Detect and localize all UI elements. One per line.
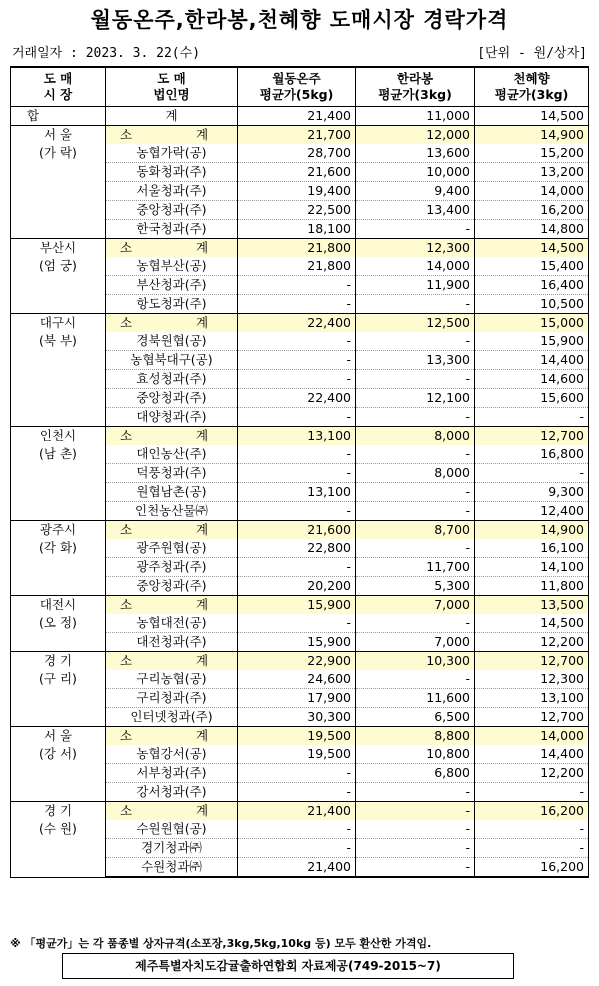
page-title: 월동온주,한라봉,천혜향 도매시장 경락가격 (90, 8, 509, 32)
corp-name: 광주원협(공) (106, 539, 238, 558)
market-cell (11, 239, 106, 314)
total-row (11, 107, 589, 126)
corp-name: 한국청과(주) (106, 220, 238, 239)
price-col2: - (356, 483, 475, 502)
corp-name: 소 계 (106, 596, 238, 615)
price-col2: - (356, 783, 475, 802)
price-col3: 12,700 (475, 427, 589, 446)
market-location: (수 원) (39, 821, 77, 836)
price-col3: 14,900 (475, 126, 589, 145)
market-location: (가 락) (39, 145, 77, 160)
table-row (11, 596, 589, 615)
unit-label: [단위 - 원/상자] (477, 46, 587, 61)
price-col1: - (238, 351, 356, 370)
corp-name: 소 계 (106, 802, 238, 821)
price-col1: 21,600 (238, 163, 356, 182)
price-col1: 24,600 (238, 670, 356, 689)
header-market: 도 매 시 장 (11, 67, 106, 107)
price-col3: 12,700 (475, 708, 589, 727)
price-col2: - (356, 820, 475, 839)
market-name: 대구시 (39, 315, 77, 330)
market-cell (11, 802, 106, 878)
corp-name: 대전청과(주) (106, 633, 238, 652)
price-col3: 14,400 (475, 745, 589, 764)
price-col3: 15,200 (475, 144, 589, 163)
price-col2: 13,600 (356, 144, 475, 163)
corp-name: 농협부산(공) (106, 257, 238, 276)
corp-name: 농협강서(공) (106, 745, 238, 764)
corp-name: 서부청과(주) (106, 764, 238, 783)
corp-name: 구리청과(주) (106, 689, 238, 708)
price-col1: - (238, 839, 356, 858)
price-col1: - (238, 558, 356, 577)
price-col3: 13,500 (475, 596, 589, 615)
price-col3: - (475, 820, 589, 839)
price-col2: 8,000 (356, 464, 475, 483)
price-col3: 14,400 (475, 351, 589, 370)
price-col1: 21,400 (238, 802, 356, 821)
price-col3: 10,500 (475, 295, 589, 314)
corp-name: 인천농산물㈜ (106, 502, 238, 521)
price-col3: 14,600 (475, 370, 589, 389)
market-cell (11, 126, 106, 239)
price-col3: 16,100 (475, 539, 589, 558)
price-col1: - (238, 614, 356, 633)
price-col2: 12,100 (356, 389, 475, 408)
corp-name: 경기청과㈜ (106, 839, 238, 858)
table-row (11, 727, 589, 746)
price-col2: 7,000 (356, 596, 475, 615)
corp-name: 소 계 (106, 126, 238, 145)
table-header (11, 67, 589, 107)
corp-name: 소 계 (106, 427, 238, 446)
total-col3: 14,500 (475, 107, 589, 126)
corp-name: 서울청과(주) (106, 182, 238, 201)
corp-name: 수원원협(공) (106, 820, 238, 839)
price-col2: - (356, 670, 475, 689)
price-col1: 18,100 (238, 220, 356, 239)
price-col2: 8,000 (356, 427, 475, 446)
price-col3: 14,100 (475, 558, 589, 577)
price-col2: - (356, 332, 475, 351)
price-col2: 13,400 (356, 201, 475, 220)
table-row (11, 802, 589, 821)
price-col2: 14,000 (356, 257, 475, 276)
source-box: 제주특별자치도감귤출하연합회 자료제공(749-2015~7) (62, 953, 514, 979)
market-name: 인천시 (39, 428, 77, 443)
price-col3: 15,900 (475, 332, 589, 351)
market-location: (각 화) (39, 540, 77, 555)
market-name: 서 울 (43, 127, 73, 142)
price-col3: 11,800 (475, 577, 589, 596)
price-col2: 8,700 (356, 521, 475, 540)
price-col1: - (238, 445, 356, 464)
price-col3: 15,400 (475, 257, 589, 276)
market-cell (11, 596, 106, 652)
market-name: 경 기 (43, 653, 73, 668)
price-col1: - (238, 332, 356, 351)
price-col3: 12,400 (475, 502, 589, 521)
market-name: 경 기 (43, 803, 73, 818)
market-name: 대전시 (39, 597, 77, 612)
price-col3: 14,900 (475, 521, 589, 540)
price-col2: 11,600 (356, 689, 475, 708)
total-label-b: 계 (106, 107, 238, 126)
price-col1: 13,100 (238, 483, 356, 502)
corp-name: 원협남촌(공) (106, 483, 238, 502)
price-col1: 21,700 (238, 126, 356, 145)
price-col2: 12,000 (356, 126, 475, 145)
price-col1: 21,600 (238, 521, 356, 540)
corp-name: 동화청과(주) (106, 163, 238, 182)
price-col2: - (356, 408, 475, 427)
price-col2: 6,800 (356, 764, 475, 783)
price-col3: 14,800 (475, 220, 589, 239)
total-label-a: 합 (11, 107, 106, 126)
price-col3: 16,200 (475, 201, 589, 220)
price-col2: 10,300 (356, 652, 475, 671)
price-col1: 19,500 (238, 745, 356, 764)
price-col3: 12,300 (475, 670, 589, 689)
price-col3: 16,400 (475, 276, 589, 295)
total-col1: 21,400 (238, 107, 356, 126)
price-col2: 13,300 (356, 351, 475, 370)
price-col3: 16,200 (475, 858, 589, 878)
corp-name: 인터넷청과(주) (106, 708, 238, 727)
header-col2: 한라봉 평균가(3kg) (356, 67, 475, 107)
price-col1: 22,900 (238, 652, 356, 671)
header-col3: 천혜향 평균가(3kg) (475, 67, 589, 107)
price-col3: 12,700 (475, 652, 589, 671)
price-col3: - (475, 408, 589, 427)
price-col3: 14,500 (475, 239, 589, 258)
corp-name: 농협대전(공) (106, 614, 238, 633)
price-col1: 21,400 (238, 858, 356, 878)
table-row (11, 521, 589, 540)
corp-name: 소 계 (106, 239, 238, 258)
trade-date: 거래일자 : 2023. 3. 22(수) (12, 46, 201, 61)
price-col2: - (356, 370, 475, 389)
header-corp: 도 매 법인명 (106, 67, 238, 107)
price-col3: 12,200 (475, 633, 589, 652)
market-cell (11, 652, 106, 727)
market-name: 서 울 (43, 728, 73, 743)
price-col3: 14,500 (475, 614, 589, 633)
price-col2: - (356, 220, 475, 239)
price-col2: - (356, 295, 475, 314)
market-cell (11, 727, 106, 802)
price-col2: 8,800 (356, 727, 475, 746)
price-col3: - (475, 783, 589, 802)
price-col1: - (238, 820, 356, 839)
price-col1: - (238, 464, 356, 483)
price-col1: 22,500 (238, 201, 356, 220)
price-table (10, 66, 589, 878)
price-col1: - (238, 764, 356, 783)
corp-name: 구리농협(공) (106, 670, 238, 689)
price-col3: 15,000 (475, 314, 589, 333)
table-row (11, 652, 589, 671)
market-location: (남 촌) (39, 446, 77, 461)
price-col2: - (356, 539, 475, 558)
corp-name: 덕풍청과(주) (106, 464, 238, 483)
price-col3: 16,800 (475, 445, 589, 464)
table-row (11, 239, 589, 258)
corp-name: 항도청과(주) (106, 295, 238, 314)
corp-name: 부산청과(주) (106, 276, 238, 295)
price-col1: 22,400 (238, 314, 356, 333)
price-col2: 7,000 (356, 633, 475, 652)
price-col3: 14,000 (475, 182, 589, 201)
price-col3: - (475, 464, 589, 483)
corp-name: 중앙청과(주) (106, 577, 238, 596)
price-col2: - (356, 445, 475, 464)
market-location: (오 정) (39, 615, 77, 630)
price-col2: 10,800 (356, 745, 475, 764)
price-col3: 12,200 (475, 764, 589, 783)
price-col1: 15,900 (238, 596, 356, 615)
price-col1: 19,500 (238, 727, 356, 746)
price-col2: - (356, 614, 475, 633)
price-col1: 30,300 (238, 708, 356, 727)
price-col2: 12,500 (356, 314, 475, 333)
price-col1: 28,700 (238, 144, 356, 163)
table-row (11, 427, 589, 446)
price-col2: 5,300 (356, 577, 475, 596)
price-col1: 17,900 (238, 689, 356, 708)
price-col2: 11,700 (356, 558, 475, 577)
price-col2: 12,300 (356, 239, 475, 258)
price-col1: - (238, 370, 356, 389)
corp-name: 소 계 (106, 652, 238, 671)
price-col2: - (356, 802, 475, 821)
market-location: (북 부) (39, 333, 77, 348)
price-col2: - (356, 502, 475, 521)
total-col2: 11,000 (356, 107, 475, 126)
price-col3: 13,100 (475, 689, 589, 708)
corp-name: 대인농산(주) (106, 445, 238, 464)
corp-name: 광주청과(주) (106, 558, 238, 577)
corp-name: 중앙청과(주) (106, 389, 238, 408)
market-location: (구 리) (39, 671, 77, 686)
corp-name: 중앙청과(주) (106, 201, 238, 220)
price-col2: 11,900 (356, 276, 475, 295)
price-col2: 6,500 (356, 708, 475, 727)
price-col3: 13,200 (475, 163, 589, 182)
market-cell (11, 427, 106, 521)
market-name: 부산시 (39, 240, 77, 255)
corp-name: 농협가락(공) (106, 144, 238, 163)
price-col1: 21,800 (238, 257, 356, 276)
corp-name: 소 계 (106, 521, 238, 540)
table-row (11, 314, 589, 333)
corp-name: 경북원협(공) (106, 332, 238, 351)
market-location: (강 서) (39, 746, 77, 761)
table-row (11, 126, 589, 145)
price-col1: - (238, 408, 356, 427)
price-col1: 22,800 (238, 539, 356, 558)
price-col1: - (238, 276, 356, 295)
price-col1: 22,400 (238, 389, 356, 408)
corp-name: 강서청과(주) (106, 783, 238, 802)
price-col1: 13,100 (238, 427, 356, 446)
price-col3: 15,600 (475, 389, 589, 408)
price-col1: 21,800 (238, 239, 356, 258)
price-col2: 9,400 (356, 182, 475, 201)
corp-name: 소 계 (106, 314, 238, 333)
corp-name: 농협북대구(공) (106, 351, 238, 370)
price-col3: 9,300 (475, 483, 589, 502)
price-col3: - (475, 839, 589, 858)
price-col1: 15,900 (238, 633, 356, 652)
price-col2: - (356, 858, 475, 878)
corp-name: 효성청과(주) (106, 370, 238, 389)
corp-name: 대양청과(주) (106, 408, 238, 427)
price-col1: - (238, 783, 356, 802)
price-col1: - (238, 295, 356, 314)
footnote: ※ 「평균가」는 각 품종별 상자규격(소포장,3kg,5kg,10kg 등) 모두 환산한 가격임. (10, 937, 432, 950)
header-col1: 월동온주 평균가(5kg) (238, 67, 356, 107)
market-cell (11, 521, 106, 596)
market-cell (11, 314, 106, 427)
price-col1: 19,400 (238, 182, 356, 201)
price-col1: - (238, 502, 356, 521)
price-col3: 16,200 (475, 802, 589, 821)
corp-name: 소 계 (106, 727, 238, 746)
price-col2: 10,000 (356, 163, 475, 182)
corp-name: 수원청과㈜ (106, 858, 238, 878)
price-col2: - (356, 839, 475, 858)
market-name: 광주시 (39, 522, 77, 537)
market-location: (엄 궁) (39, 258, 77, 273)
price-col3: 14,000 (475, 727, 589, 746)
price-col1: 20,200 (238, 577, 356, 596)
